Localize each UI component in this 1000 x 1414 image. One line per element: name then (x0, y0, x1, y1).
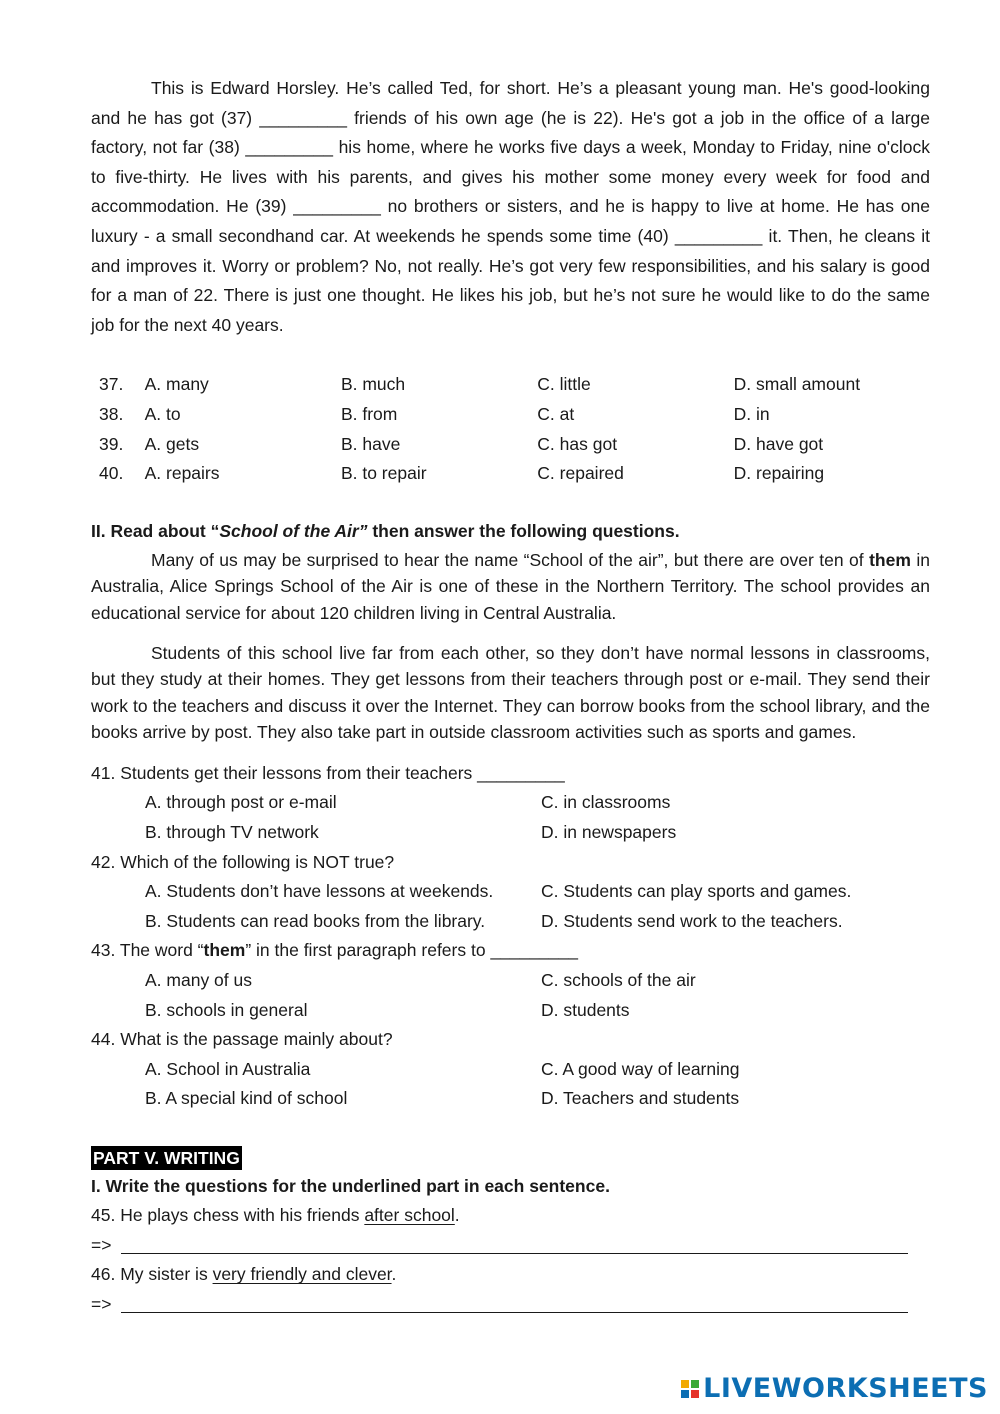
section-2-title-emphasis: School of the Air” (219, 520, 368, 541)
option-a[interactable]: A. Students don’t have lessons at weekends. (145, 881, 494, 902)
option-d[interactable]: D. students (541, 999, 630, 1020)
option-d[interactable]: D. have got (733, 433, 824, 454)
option-d[interactable]: D. Students send work to the teachers. (541, 910, 843, 931)
logo-square-2 (691, 1380, 699, 1388)
section-2-title-pre: II. Read about “ (91, 520, 220, 541)
section-2-title (91, 517, 930, 546)
logo-square-1 (681, 1380, 689, 1388)
passage-text: Many of us may be surprised to hear the name “School of the air”, but there are over ten of (151, 549, 870, 570)
logo-square-4 (691, 1390, 699, 1398)
option-c[interactable]: C. in classrooms (541, 792, 671, 813)
question-44-text: 44. What is the passage mainly about? (91, 1029, 393, 1050)
part-5-writing (91, 1146, 930, 1319)
question-text: 45. He plays chess with his friends (91, 1205, 365, 1225)
option-b[interactable]: B. much (340, 374, 406, 395)
liveworksheets-logo-text: LIVEWORKSHEETS (703, 1373, 988, 1404)
mc-row-40 (91, 459, 930, 489)
question-41-options-row-1 (91, 788, 930, 818)
option-c[interactable]: C. A good way of learning (541, 1058, 740, 1079)
question-41 (91, 759, 930, 848)
question-45-text (91, 1201, 930, 1231)
question-text: 46. My sister is (91, 1264, 213, 1285)
option-a[interactable]: A. repairs (144, 463, 220, 484)
passage-text: in Australia, Alice Springs School of the Air is one of these in the Northern Territory. The school provides an educational service for about 120 children living in Central Australia. (91, 549, 930, 623)
option-c[interactable]: C. little (537, 374, 591, 395)
option-b[interactable]: B. Students can read books from the library. (145, 910, 486, 931)
option-b[interactable]: B. have (340, 433, 401, 454)
option-d[interactable]: D. in (733, 403, 770, 424)
mc-row-39 (91, 430, 930, 460)
answer-line-45[interactable] (91, 1231, 930, 1261)
option-c[interactable]: C. Students can play sports and games. (541, 881, 852, 902)
option-a[interactable]: A. many (144, 374, 209, 395)
reading-passage-school-air-p1 (91, 547, 930, 627)
question-text: . (454, 1205, 460, 1225)
option-b[interactable]: B. A special kind of school (145, 1088, 348, 1109)
question-text: 43. The word “ (91, 940, 204, 961)
option-a[interactable]: A. to (144, 403, 181, 424)
reading-passage-ted: This is Edward Horsley. He’s called Ted, for short. He’s a pleasant young man. He's good-looking and he has got (37) _________ friends of his own age (he is 22). He's got a job in the office of a large factory, not far (38) _________ his home, where he works five days a week, Monday to Friday, nine o'clock to five-thirty. He lives with his parents, and gives his mother some money every week for food and accommodation. He (39) _________ no brothers or sisters, and he is happy to live at home. He has one luxury - a small secondhand car. At weekends he spends some time (40) _________ it. Then, he cleans it and improves it. Worry or problem? No, not really. He’s got very few responsibilities, and his salary is good for a man of 22. There is just one thought. He likes his job, but he’s not sure he would like to do the same job for the next 40 years. (91, 78, 930, 335)
option-a[interactable]: A. School in Australia (145, 1058, 311, 1079)
question-44 (91, 1025, 930, 1114)
option-d[interactable]: D. Teachers and students (541, 1088, 740, 1109)
option-a[interactable]: A. through post or e-mail (145, 792, 337, 813)
part-5-instruction: I. Write the questions for the underlined part in each sentence. (91, 1176, 610, 1196)
mc-row-38 (91, 400, 930, 430)
answer-input-46[interactable] (121, 1292, 908, 1313)
question-41-text: 41. Students get their lessons from their teachers _________ (91, 762, 565, 783)
question-number: 39. (99, 433, 124, 454)
question-43-options-row-1 (91, 966, 930, 996)
answer-input-45[interactable] (121, 1233, 908, 1254)
option-c[interactable]: C. schools of the air (541, 970, 696, 991)
question-44-options-row-2 (91, 1084, 930, 1114)
answer-arrow: => (91, 1293, 112, 1314)
option-c[interactable]: C. at (537, 403, 575, 424)
worksheet-page (91, 74, 930, 1319)
option-b[interactable]: B. through TV network (145, 822, 319, 843)
liveworksheets-logo (681, 1373, 988, 1404)
question-42-text: 42. Which of the following is NOT true? (91, 851, 395, 872)
option-b[interactable]: B. from (340, 403, 398, 424)
question-46-text (91, 1260, 930, 1290)
question-number: 38. (99, 403, 124, 424)
option-c[interactable]: C. repaired (537, 463, 624, 484)
question-43-text (91, 936, 930, 966)
passage-bold-word: them (869, 549, 911, 570)
part-5-title: PART V. WRITING (93, 1148, 240, 1168)
option-d[interactable]: D. small amount (733, 374, 861, 395)
mc-row-37 (91, 370, 930, 400)
option-b[interactable]: B. schools in general (145, 999, 308, 1020)
option-a[interactable]: A. many of us (145, 970, 252, 991)
question-number: 37. (99, 374, 124, 395)
question-42-options-row-1 (91, 877, 930, 907)
question-number: 40. (99, 463, 124, 484)
answer-arrow: => (91, 1234, 112, 1255)
option-c[interactable]: C. has got (537, 433, 618, 454)
question-text: ” in the first paragraph refers to _________ (245, 940, 579, 961)
question-42 (91, 848, 930, 937)
option-d[interactable]: D. repairing (733, 463, 825, 484)
option-b[interactable]: B. to repair (340, 463, 427, 484)
question-43 (91, 936, 930, 1025)
question-42-options-row-2 (91, 907, 930, 937)
underlined-part: after school (364, 1205, 455, 1225)
section-2-title-post: then answer the following questions. (367, 520, 680, 541)
question-41-options-row-2 (91, 818, 930, 848)
option-a[interactable]: A. gets (144, 433, 200, 454)
option-d[interactable]: D. in newspapers (541, 822, 677, 843)
reading-passage-school-air-p2: Students of this school live far from each other, so they don’t have normal lessons in classrooms, but they study at their homes. They get lessons from their teachers through post or e-mail. They send their work to the teachers and discuss it over the Internet. They can borrow books from the school library, and the books arrive by post. They also take part in outside classroom activities such as sports and games. (91, 642, 930, 743)
answer-line-46[interactable] (91, 1290, 930, 1320)
logo-square-3 (681, 1390, 689, 1398)
question-43-options-row-2 (91, 996, 930, 1026)
question-44-options-row-1 (91, 1055, 930, 1085)
liveworksheets-logo-icon (681, 1380, 699, 1398)
multiple-choice-37-40 (91, 370, 930, 488)
underlined-part: very friendly and clever (212, 1264, 392, 1285)
question-bold-word: them (203, 940, 246, 961)
question-text: . (391, 1264, 397, 1285)
